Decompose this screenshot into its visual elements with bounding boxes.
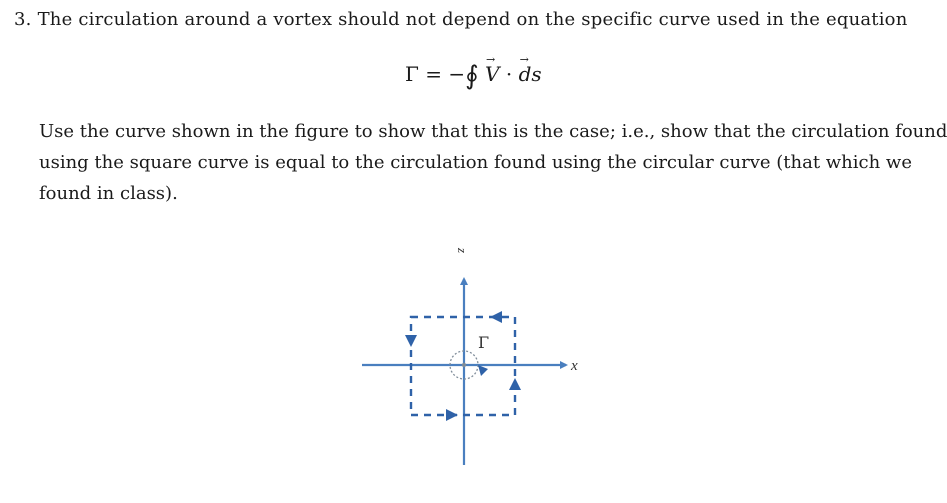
problem-number: 3. <box>14 9 32 30</box>
paragraph-line-3: found in class). <box>39 183 178 204</box>
gamma-label: Γ <box>478 333 490 352</box>
vortex-diagram <box>350 235 600 475</box>
vortex-center <box>462 363 466 367</box>
equation-gamma: Γ <box>405 62 419 86</box>
equation-velocity-vector: → V <box>485 62 499 86</box>
square-bottom-arrow <box>446 409 458 421</box>
circulation-equation <box>405 58 542 91</box>
square-right-arrow <box>509 378 521 390</box>
equation-ds-vector: → ds <box>519 62 542 86</box>
equation-equals: = <box>425 62 443 86</box>
problem-intro: The circulation around a vortex should not depend on the specific curve used in the equation <box>37 9 908 30</box>
x-axis-label: x <box>571 358 578 374</box>
circle-arrow <box>478 365 488 376</box>
paragraph-line-1: Use the curve shown in the figure to show that this is the case; i.e., show that the circulation found <box>39 121 947 142</box>
paragraph-line-2: using the square curve is equal to the circulation found using the circular curve (that which we <box>39 152 912 173</box>
square-top-arrow <box>490 311 502 323</box>
equation-contour-integral: ∮ <box>465 61 479 91</box>
vortex-figure <box>350 235 600 475</box>
instructions-paragraph <box>39 116 947 209</box>
z-axis-label: z <box>455 248 470 254</box>
square-left-arrow <box>405 335 417 347</box>
equation-minus: − <box>448 62 466 86</box>
problem-statement <box>14 9 908 30</box>
equation-dot: · <box>505 62 513 86</box>
